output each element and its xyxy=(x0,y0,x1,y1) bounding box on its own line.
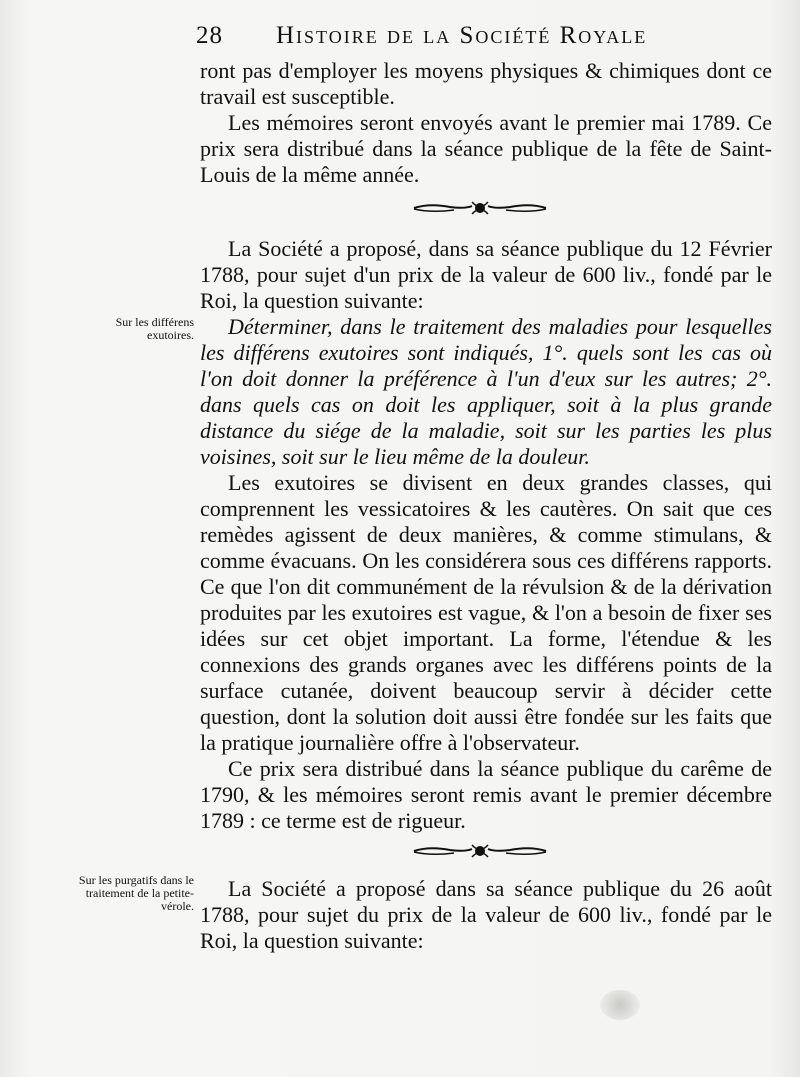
prize-question: Déterminer, dans le traitement des maladies pour lesquelles les différens exutoires sont indiqués, 1°. quels sont les cas où l'on doit donner la préférence à l'un d'eux sur les autres; 2°. dans quels cas on doit les appliquer, soit à la plus grande distance du siége de la maladie, soit sur les parties les plus voisines, soit sur le lieu même de la douleur. xyxy=(200,314,772,469)
paper-stain xyxy=(600,990,640,1020)
paragraph-continued: ront pas d'employer les moyens physiques & chimiques dont ce travail est susceptible. xyxy=(200,58,772,109)
section-1 xyxy=(200,58,772,188)
paragraph-deadline-1789: Les mémoires seront envoyés avant le premier mai 1789. Ce prix sera distribué dans la séance publique de la fête de Saint-Louis de la même année. xyxy=(200,110,772,187)
prize-announcement-1788: La Société a proposé, dans sa séance publique du 12 Février 1788, pour sujet d'un prix de la valeur de 600 liv., fondé par le Roi, la question suivante: xyxy=(200,236,772,313)
prize-deadline-1790: Ce prix sera distribué dans la séance publique du carême de 1790, & les mémoires seront remis avant le premier décembre 1789 : ce terme est de rigueur. xyxy=(200,756,772,833)
page-number: 28 xyxy=(196,22,223,49)
margin-note-exutoires: Sur les différens exutoires. xyxy=(115,315,194,342)
section-3 xyxy=(200,876,772,954)
fleuron-divider-icon xyxy=(410,199,550,217)
prize-explanation: Les exutoires se divisent en deux grandes classes, qui comprennent les vessicatoires & les cautères. On sait que ces remèdes agissent de deux manières, & comme stimulans, & comme évacuans. On les considérera sous ces différens rapports. Ce que l'on dit communément de la révulsion & de la dérivation produites par les exutoires est vague, & l'on a besoin de fixer ses idées sur cet objet important. La forme, l'étendue & les connexions des grands organes avec les différens points de la surface cutanée, doivent beaucoup servir à décider cette question, dont la solution doit aussi être fondée sur les faits que la pratique journalière offre à l'observateur. xyxy=(200,470,772,755)
fleuron-divider-icon xyxy=(410,842,550,860)
running-title: Histoire de la Société Royale xyxy=(276,22,648,49)
page-header xyxy=(196,22,776,56)
section-2 xyxy=(200,236,772,834)
margin-note-purgatifs: Sur les purgatifs dans le traitement de la petite-vérole. xyxy=(78,873,194,913)
prize-announcement-aout-1788: La Société a proposé dans sa séance publique du 26 août 1788, pour sujet du prix de la valeur de 600 liv., fondé par le Roi, la question suivante: xyxy=(200,876,772,953)
